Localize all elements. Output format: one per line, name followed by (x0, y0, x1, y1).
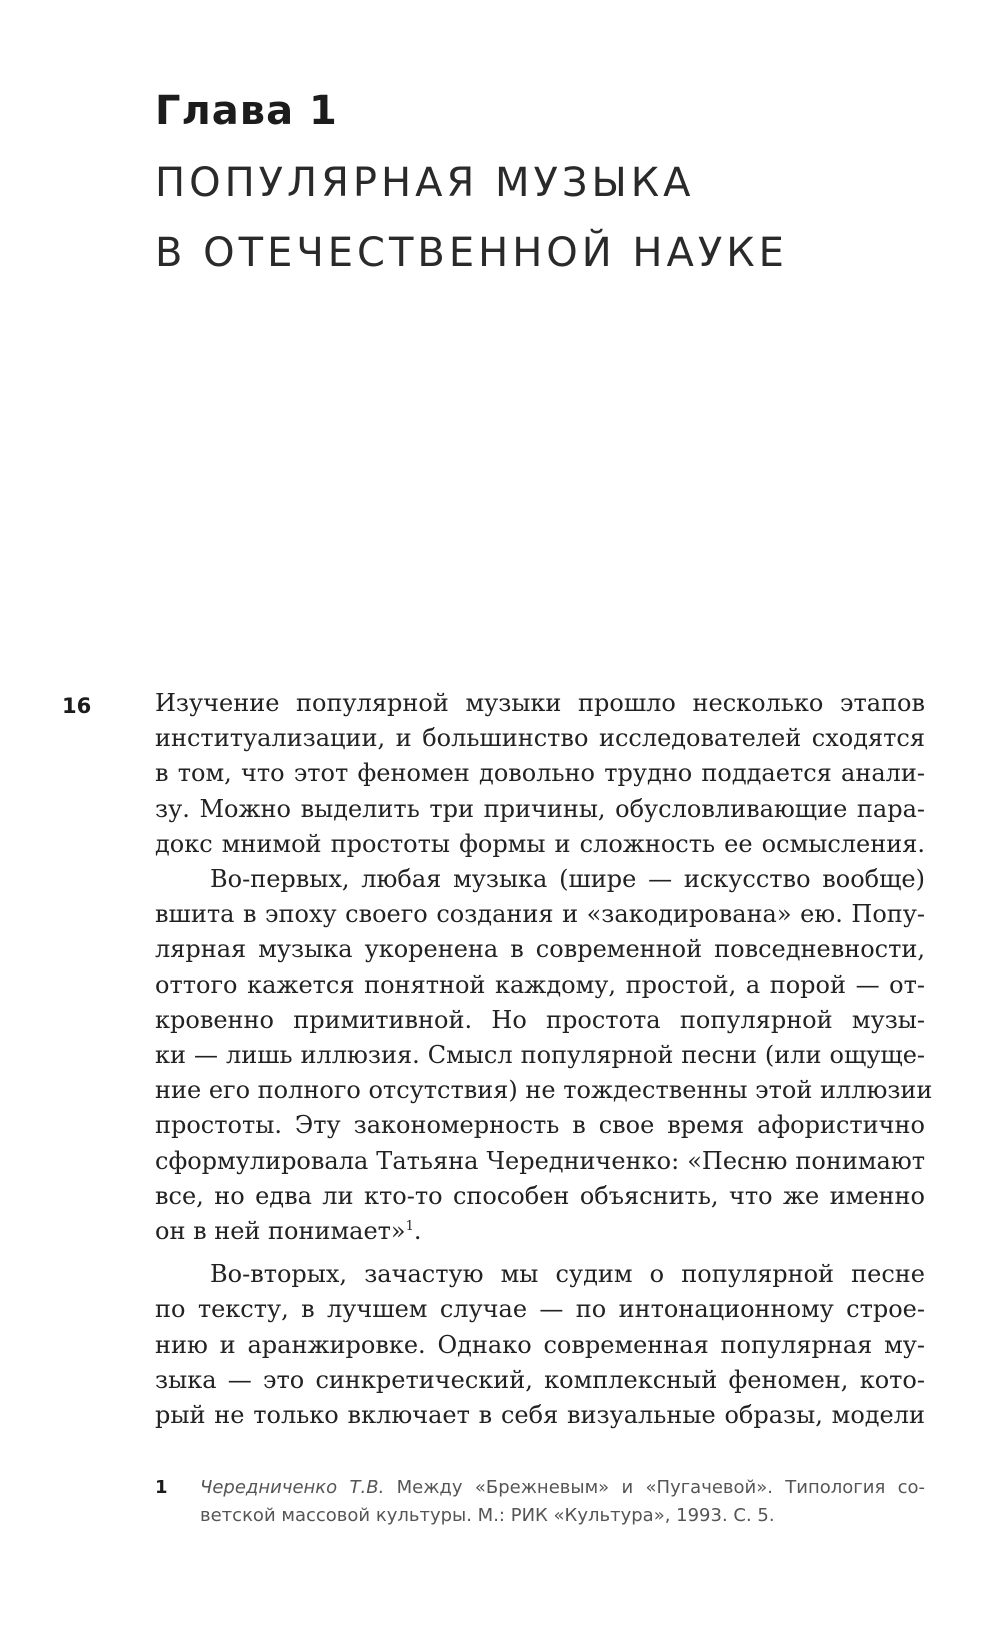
footnote-number: 1 (155, 1477, 168, 1498)
footnote (155, 1474, 925, 1530)
text-line: в том, что этот феномен довольно трудно поддается анали- (155, 759, 925, 788)
paragraph (155, 862, 933, 1249)
footnote-line: ветской массовой культуры. М.: РИК «Культура», 1993. С. 5. (200, 1505, 775, 1526)
text-line: оттого кажется понятной каждому, простой, а порой — от- (155, 970, 925, 999)
footnote-text (200, 1474, 925, 1530)
paragraph (155, 1257, 925, 1433)
text-line-content: он в ней понимает» (155, 1217, 406, 1246)
text-line: сформулировала Татьяна Чередниченко: «Песню понимают (155, 1146, 925, 1175)
footnote-reference[interactable]: 1 (405, 1219, 414, 1235)
text-line: простоты. Эту закономерность в свое время афористично (155, 1111, 925, 1140)
text-line: он в ней понимает»$^1$. (155, 1217, 422, 1246)
text-line: Во-первых, любая музыка (шире — искусство вообще) (210, 865, 925, 894)
paragraph (155, 686, 925, 862)
chapter-label: Глава 1 (155, 88, 338, 134)
text-line: зыка — это синкретический, комплексный феномен, кото- (155, 1365, 925, 1394)
text-line: институализации, и большинство исследователей сходятся (155, 724, 925, 753)
text-line: зу. Можно выделить три причины, обусловливающие пара- (155, 794, 925, 823)
chapter-title-line: В ОТЕЧЕСТВЕННОЙ НАУКЕ (155, 230, 788, 276)
text-line: вшита в эпоху своего создания и «закодирована» ею. Попу- (155, 900, 925, 929)
body-text (155, 686, 933, 1433)
text-line: лярная музыка укоренена в современной повседневности, (155, 935, 925, 964)
text-line: нию и аранжировке. Однако современная популярная му- (155, 1330, 925, 1359)
footnote-citation: Между «Брежневым» и «Пугачевой». Типология со- (384, 1477, 925, 1498)
chapter-title-line: ПОПУЛЯРНАЯ МУЗЫКА (155, 160, 695, 206)
text-line: все, но едва ли кто-то способен объяснить, что же именно (155, 1181, 925, 1210)
text-line: рый не только включает в себя визуальные образы, модели (155, 1401, 925, 1430)
footnote-line (200, 1474, 925, 1502)
text-line: кровенно примитивной. Но простота популярной музы- (155, 1005, 925, 1034)
text-line: ние его полного отсутствия) не тождественны этой иллюзии (155, 1076, 933, 1105)
text-line: Изучение популярной музыки прошло несколько этапов (155, 689, 925, 717)
page-number: 16 (62, 694, 92, 718)
text-line: докс мнимой простоты формы и сложность ее осмысления. (155, 829, 925, 858)
text-line: ки — лишь иллюзия. Смысл популярной песни (или ощуще- (155, 1041, 925, 1070)
text-line: по тексту, в лучшем случае — по интонационному строе- (155, 1295, 925, 1324)
chapter-title (155, 148, 788, 288)
text-line: Во-вторых, зачастую мы судим о популярной песне (210, 1260, 925, 1289)
footnote-author: Чередниченко Т.В. (200, 1477, 385, 1498)
